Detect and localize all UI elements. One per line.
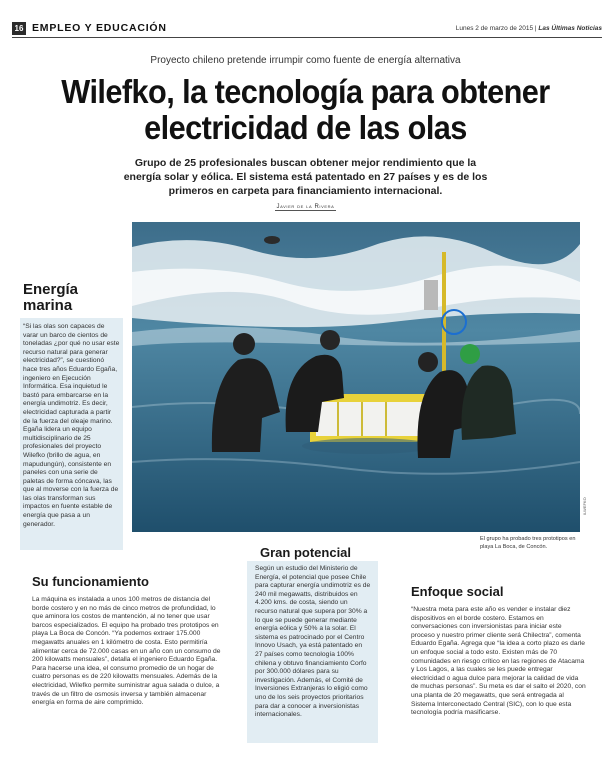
article-photo	[132, 222, 580, 532]
article-deck: Grupo de 25 profesionales buscan obtener mejor rendimiento que la energía solar y eólica. El sistema está patentado en 27 países y es de los primeros en carpeta para financiamiento internacional.	[123, 157, 488, 197]
dateline-separator: |	[534, 25, 537, 32]
article-kicker: Proyecto chileno pretende irrumpir como fuente de energía alternativa	[150, 55, 461, 66]
author-name: Javier de la Rivera	[276, 204, 335, 210]
page-header	[12, 22, 602, 36]
article-headline: Wilefko, la tecnología para obtener electricidad de las olas	[61, 73, 550, 146]
page-number: 16	[12, 22, 26, 35]
gran-potencial-body: Según un estudio del Ministerio de Energía, el potencial que posee Chile para capturar energía undimotriz es de 240 mil megawatts, distribuidos en 4.200 kms. de costa, siendo un recurso natural que supera por 30% a lo que se puede generar mediante energía eólica y 50% a la solar. El sistema es patrocinado por el Centro Innovo Usach, ya está patentado en 27 países como tecnología 100% chilena y obtuvo financiamiento Corfo por 300.000 dólares para su investigación. Además, el Comité de Inversiones Extranjeras lo eligió como uno de los seis proyectos prioritarios para dar a conocer a inversionistas internacionales.	[255, 565, 371, 719]
section-title-enfoque-social: Enfoque social	[411, 584, 504, 599]
dateline	[456, 23, 602, 34]
section-title-gran-potencial: Gran potencial	[260, 545, 352, 560]
section-title-energia-marina: Energía marina	[23, 281, 79, 314]
section-name: EMPLEO Y EDUCACIÓN	[32, 22, 167, 34]
photo-illustration	[132, 222, 580, 532]
enfoque-social-body: “Nuestra meta para este año es vender e instalar diez dispositivos en el borde costero. Estamos en conversaciones con inversionistas para iniciar este proceso y nuestro primer cliente será Chilectra”, comenta Eduardo Egaña. Agrega que “la idea a corto plazo es darle un enfoque social a todo esto. Existen más de 70 comunidades en riesgo crítico en las regiones de Atacama y Los Lagos, a las cuales se les puede entregar electricidad o agua dulce para mejorar la calidad de vida de muchas personas”. Su meta es dar el salto el 2020, con una planta de 20 megawatts, que será entregada al Sistema Interconectado Central (SIC), con lo que esta tecnología podría masificarse.	[411, 606, 586, 717]
publication-name: Las Últimas Noticias	[538, 25, 602, 32]
byline	[0, 204, 611, 210]
energia-marina-box	[20, 318, 123, 550]
photo-caption: El grupo ha probado tres prototipos en playa La Boca, de Concón.	[480, 536, 576, 550]
issue-date: Lunes 2 de marzo de 2015	[455, 25, 534, 32]
gran-potencial-box	[247, 561, 378, 743]
funcionamiento-body: La máquina es instalada a unos 100 metros de distancia del borde costero y en no más de cinco metros de profundidad, lo que aminora los costos de mantención, al no tener que usar barcos especializados. El equipo ha probado tres prototipos en playa La Boca de Concón. “Ya podemos extraer 175.000 megawatts anuales en 1 kilómetro de costa. Esto permitiría alimentar cerca de 72.000 casas en un año con un consumo de 200 kilowatts mensuales”, detalla el ingeniero Eduardo Egaña. Para hacerse una idea, el consumo promedio de un hogar de cuatro personas es de 220 kilowatts mensuales. Además de la electricidad, Wilefko permite suministrar agua salada o dulce, a través de un filtro de osmosis inversa y también almacenar energía en forma de aire comprimido.	[32, 596, 221, 707]
section-title-funcionamiento: Su funcionamiento	[32, 574, 149, 589]
photo-credit: ILWEFKO	[582, 497, 587, 515]
header-rule	[12, 37, 602, 38]
energia-marina-body: “Si las olas son capaces de varar un barco de cientos de toneladas ¿por qué no usar este recurso natural para generar electricidad?”, se cuestionó hace tres años Eduardo Egaña, ingeniero en Ejecución Informática. Esa inquietud le bastó para embarcarse en la energía undimotriz. Es decir, electricidad capturada a partir de la fuerza del oleaje marino. Egaña lidera un equipo multidisciplinario de 25 profesionales del proyecto Wilefko (brillo de agua, en mapudungún), consistente en paneles con una serie de paletas de forma cóncava, las que al moverse con la fuerza de las olas transforman sus impactos en fuente estable de energía que pasa a un generador.	[23, 323, 120, 528]
